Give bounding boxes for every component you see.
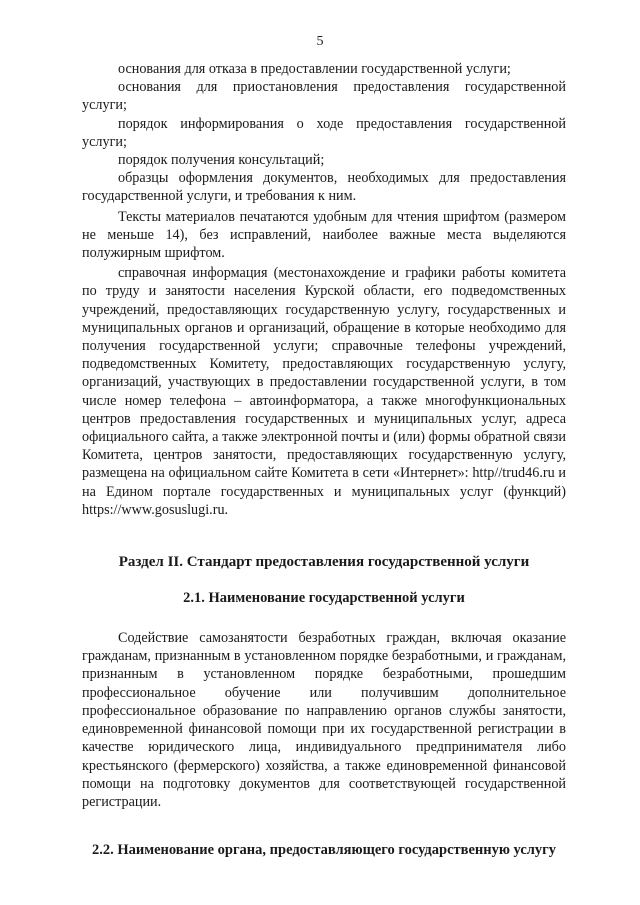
list-block (82, 60, 566, 206)
subheading-2-2: 2.2. Наименование органа, предоставляющего государственную услугу (91, 842, 557, 859)
list-item: основания для отказа в предоставлении государственной услуги; (118, 61, 511, 77)
subheading-2-1: 2.1. Наименование государственной услуги (183, 590, 465, 607)
section-heading: Раздел II. Стандарт предоставления государственной услуги (118, 554, 530, 571)
list-item: порядок информирования о ходе предоставления государственной услуги; (82, 115, 566, 150)
paragraph-reference-info: справочная информация (местонахождение и графики работы комитета по труду и занятости населения Курской области, его подведомственных учреждений, предоставляющих государственную услугу, государственных и муниципальных органов и организаций, обращение в которые необходимо для получения государственной услуги; справочные телефоны учреждений, подведомственных Комитету, предоставляющих государственную услугу, организаций, участвующих в предоставлении государственной услуги, в том числе номер телефона – автоинформатора, а также многофункциональных центров предоставления государственных и муниципальных услуг, адреса официального сайта, а также электронной почты и (или) формы обратной связи Комитета, центров занятости, предоставляющих государственную услугу, размещена на официальном сайте Комитета в сети «Интернет»: http//trud46.ru и на Едином портале государственных и муниципальных услуг (функций) https://www.gosuslugi.ru. (82, 265, 566, 518)
page-number: 5 (316, 34, 324, 49)
list-item: порядок получения консультаций; (118, 152, 325, 169)
paragraph-fonts: Тексты материалов печатаются удобным для чтения шрифтом (размером не меньше 14), без исправлений, наиболее важные места выделяются полужирным шрифтом. (82, 208, 566, 262)
list-item: основания для приостановления предоставления государственной услуги; (82, 79, 566, 114)
document-body (82, 60, 566, 860)
paragraph-2-1: Содействие самозанятости безработных граждан, включая оказание гражданам, признанным в установленном порядке безработными, и гражданам, признанным в установленном порядке безработными, прошедшим профессиональное обучение или получившим дополнительное профессиональное образование по направлению органов службы занятости, единовременной финансовой помощи при их государственной регистрации в качестве юридического лица, индивидуального предпринимателя либо крестьянского (фермерского) хозяйства, а также единовременной финансовой помощи на подготовку документов для соответствующей государственной регистрации. (82, 630, 566, 810)
list-item: образцы оформления документов, необходимых для предоставления государственной услуги, и требования к ним. (82, 170, 566, 205)
